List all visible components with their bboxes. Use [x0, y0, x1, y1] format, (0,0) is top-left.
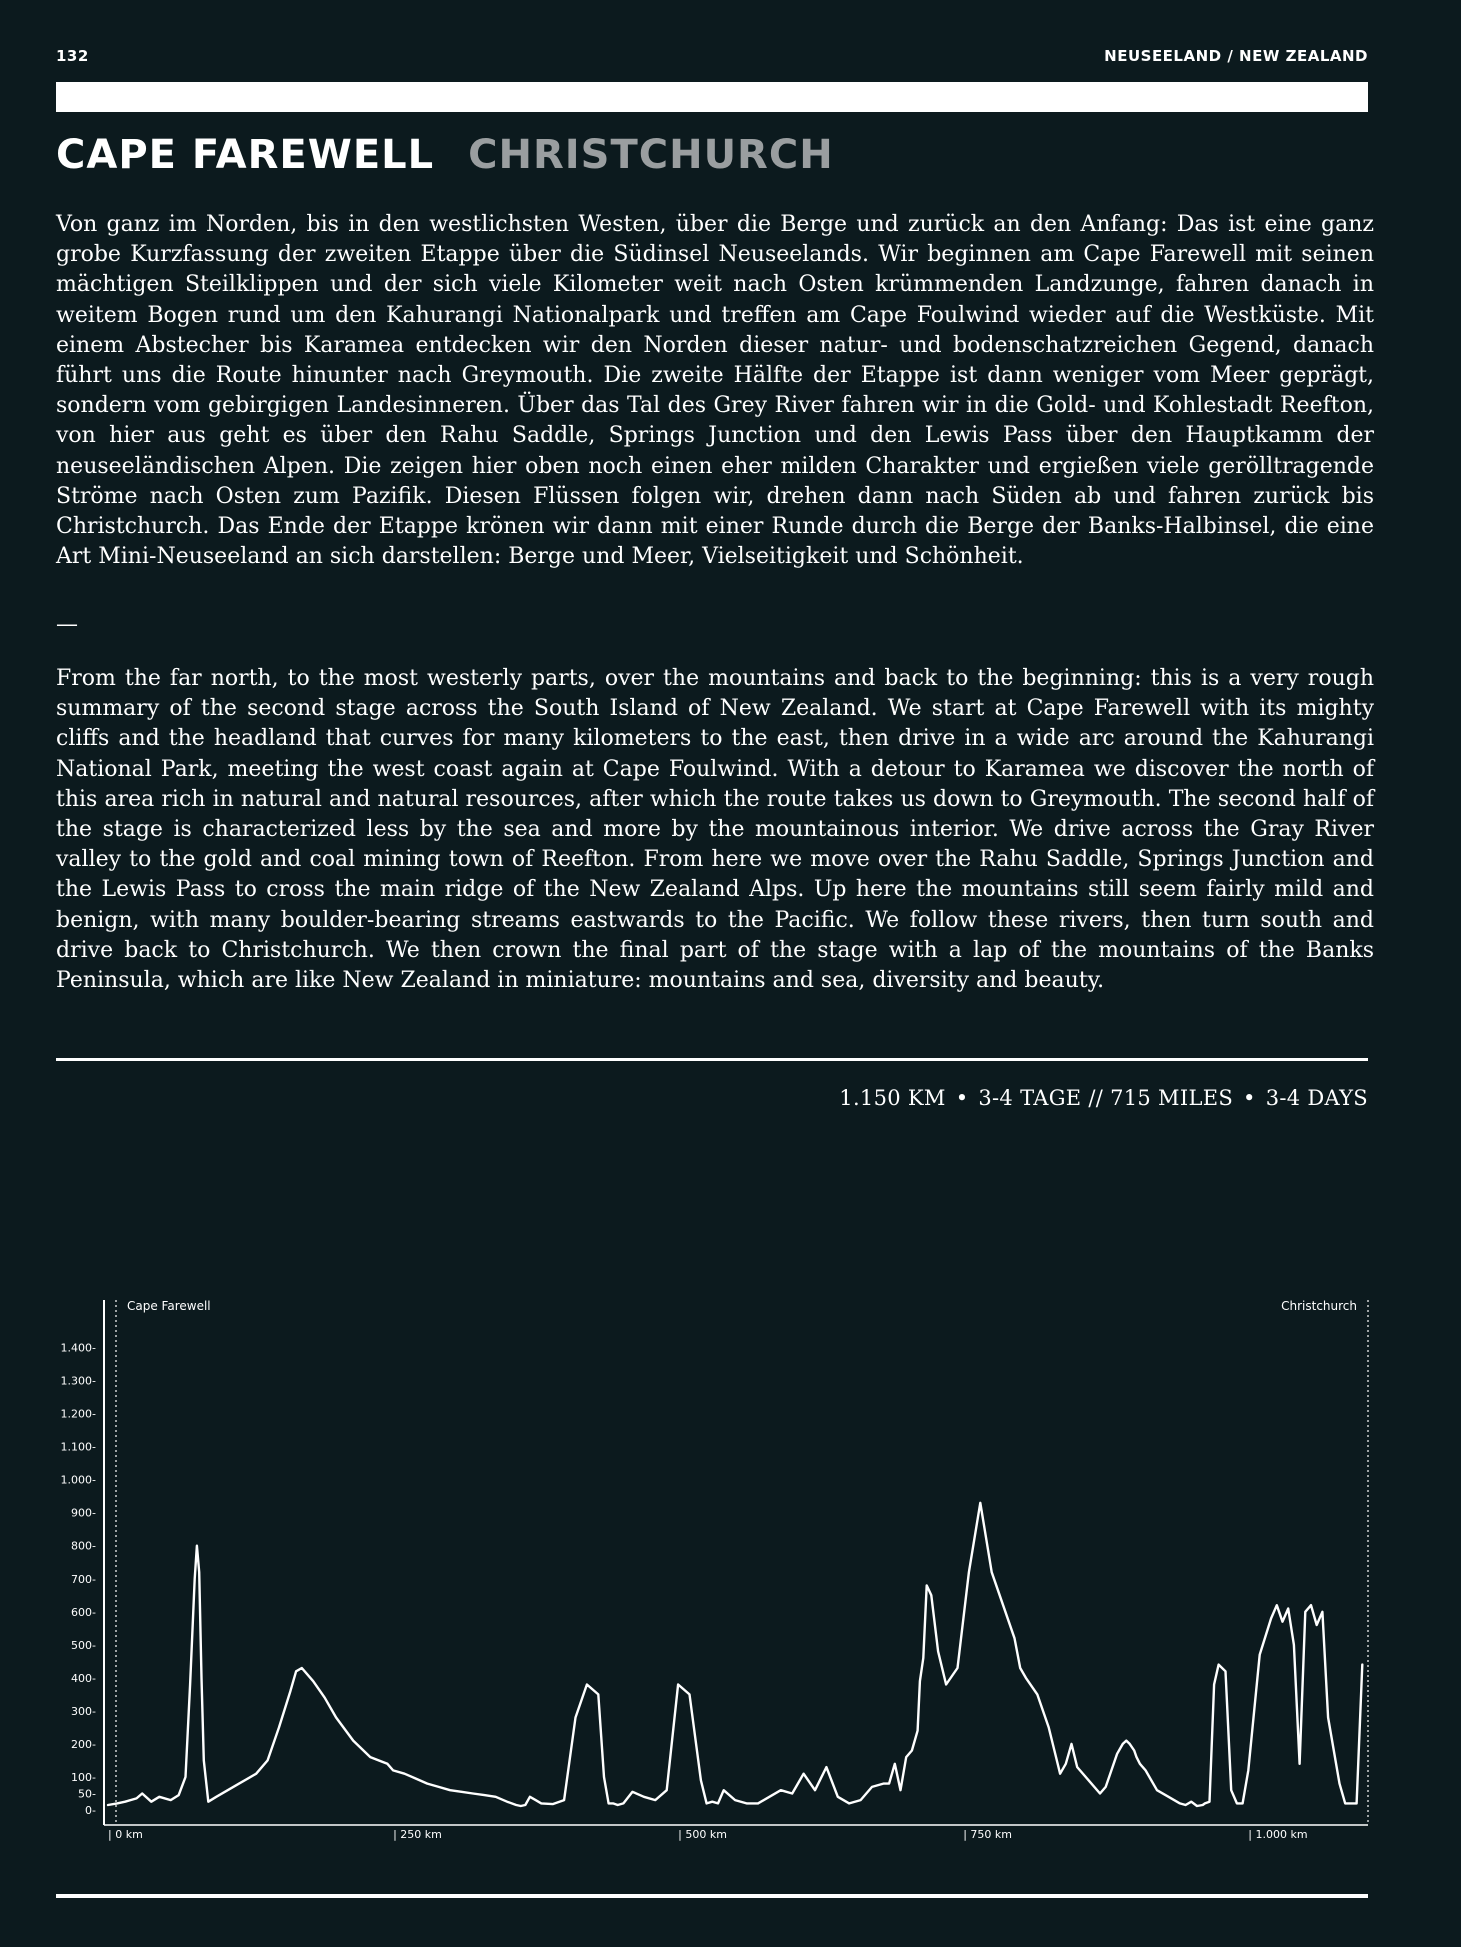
stat-days-de: 3-4 TAGE // 715 MILES — [978, 1086, 1234, 1110]
y-tick-label: 200- — [71, 1737, 96, 1751]
stage-title — [56, 132, 834, 178]
stage-stats — [839, 1086, 1368, 1110]
x-tick-label: | 750 km — [963, 1828, 1012, 1841]
y-tick-label: 600- — [71, 1605, 96, 1619]
end-location-label: Christchurch — [1281, 1299, 1357, 1313]
top-bar — [56, 82, 1368, 112]
y-tick-label: 1.000- — [60, 1473, 96, 1487]
y-tick-label: 100- — [71, 1770, 96, 1784]
y-tick-label: 50- — [78, 1787, 96, 1801]
y-tick-label: 1.300- — [60, 1374, 96, 1388]
stat-days-en: 3-4 DAYS — [1265, 1086, 1368, 1110]
stat-bullet: • — [955, 1086, 969, 1110]
stat-bullet: • — [1243, 1086, 1256, 1110]
y-tick-label: 700- — [71, 1572, 96, 1586]
section-label: NEUSEELAND / NEW ZEALAND — [1104, 47, 1368, 65]
y-tick-label: 1.100- — [60, 1440, 96, 1454]
x-tick-label: | 500 km — [678, 1828, 727, 1841]
language-separator: — — [56, 612, 78, 637]
title-end: CHRISTCHURCH — [468, 132, 834, 178]
x-tick-label: | 1.000 km — [1248, 1828, 1308, 1841]
elevation-profile-chart — [0, 1280, 1461, 1860]
y-tick-label: 500- — [71, 1638, 96, 1652]
x-tick-label: | 250 km — [393, 1828, 442, 1841]
start-location-label: Cape Farewell — [127, 1299, 211, 1313]
divider-top — [56, 1058, 1368, 1061]
page-number: 132 — [56, 47, 89, 65]
divider-bottom — [56, 1894, 1368, 1898]
german-paragraph: Von ganz im Norden, bis in den westlichsten Westen, über die Berge und zurück an den Anfang: Das ist eine ganz grobe Kurzfassung der zweiten Etappe über die Südinsel Neuseelands. Wir beginnen am Cape Farewell mit seinen mächtigen Steilklippen und der sich viele Kilometer weit nach Osten krümmenden Landzunge, fahren danach in weitem Bogen rund um den Kahurangi Nationalpark und treffen am Cape Foulwind wieder auf die Westküste. Mit einem Abstecher bis Karamea entdecken wir den Norden dieser natur- und bodenschatzreichen Gegend, danach führt uns die Route hinunter nach Greymouth. Die zweite Hälfte der Etappe ist dann weniger vom Meer geprägt, sondern vom gebirgigen Landesinneren. Über das Tal des Grey River fahren wir in die Gold- und Kohlestadt Reefton, von hier aus geht es über den Rahu Saddle, Springs Junction und den Lewis Pass über den Hauptkamm der neuseeländischen Alpen. Die zeigen hier oben noch einen eher milden Charakter und ergießen viele gerölltragende Ströme nach Osten zum Pazifik. Diesen Flüssen folgen wir, drehen dann nach Süden ab und fahren zurück bis Christchurch. Das Ende der Etappe krönen wir dann mit einer Runde durch die Berge der Banks-Halbinsel, die eine Art Mini-Neuseeland an sich darstellen: Berge und Meer, Vielseitigkeit und Schönheit. — [56, 212, 1374, 570]
x-tick-label: | 0 km — [108, 1828, 143, 1841]
y-tick-label: 300- — [71, 1704, 96, 1718]
y-tick-label: 900- — [71, 1506, 96, 1520]
y-tick-label: 800- — [71, 1539, 96, 1553]
y-tick-label: 0- — [85, 1804, 96, 1817]
english-paragraph: From the far north, to the most westerly parts, over the mountains and back to the beginning: this is a very rough summary of the second stage across the South Island of New Zealand. We start at Cape Farewell with its mighty cliffs and the headland that curves for many kilometers to the east, then drive in a wide arc around the Kahurangi National Park, meeting the west coast again at Cape Foulwind. With a detour to Karamea we discover the north of this area rich in natural and natural resources, after which the route takes us down to Greymouth. The second half of the stage is characterized less by the sea and more by the mountainous interior. We drive across the Gray River valley to the gold and coal mining town of Reefton. From here we move over the Rahu Saddle, Springs Junction and the Lewis Pass to cross the main ridge of the New Zealand Alps. Up here the mountains still seem fairly mild and benign, with many boulder-bearing streams eastwards to the Pacific. We follow these rivers, then turn south and drive back to Christchurch. We then crown the final part of the stage with a lap of the mountains of the Banks Peninsula, which are like New Zealand in miniature: mountains and sea, diversity and beauty. — [56, 666, 1374, 994]
title-start: CAPE FAREWELL — [56, 132, 435, 178]
stat-distance: 1.150 KM — [839, 1086, 946, 1110]
y-tick-label: 1.400- — [60, 1341, 96, 1355]
y-tick-label: 1.200- — [60, 1407, 96, 1421]
y-tick-label: 400- — [71, 1671, 96, 1685]
elevation-profile-line — [108, 1503, 1362, 1806]
